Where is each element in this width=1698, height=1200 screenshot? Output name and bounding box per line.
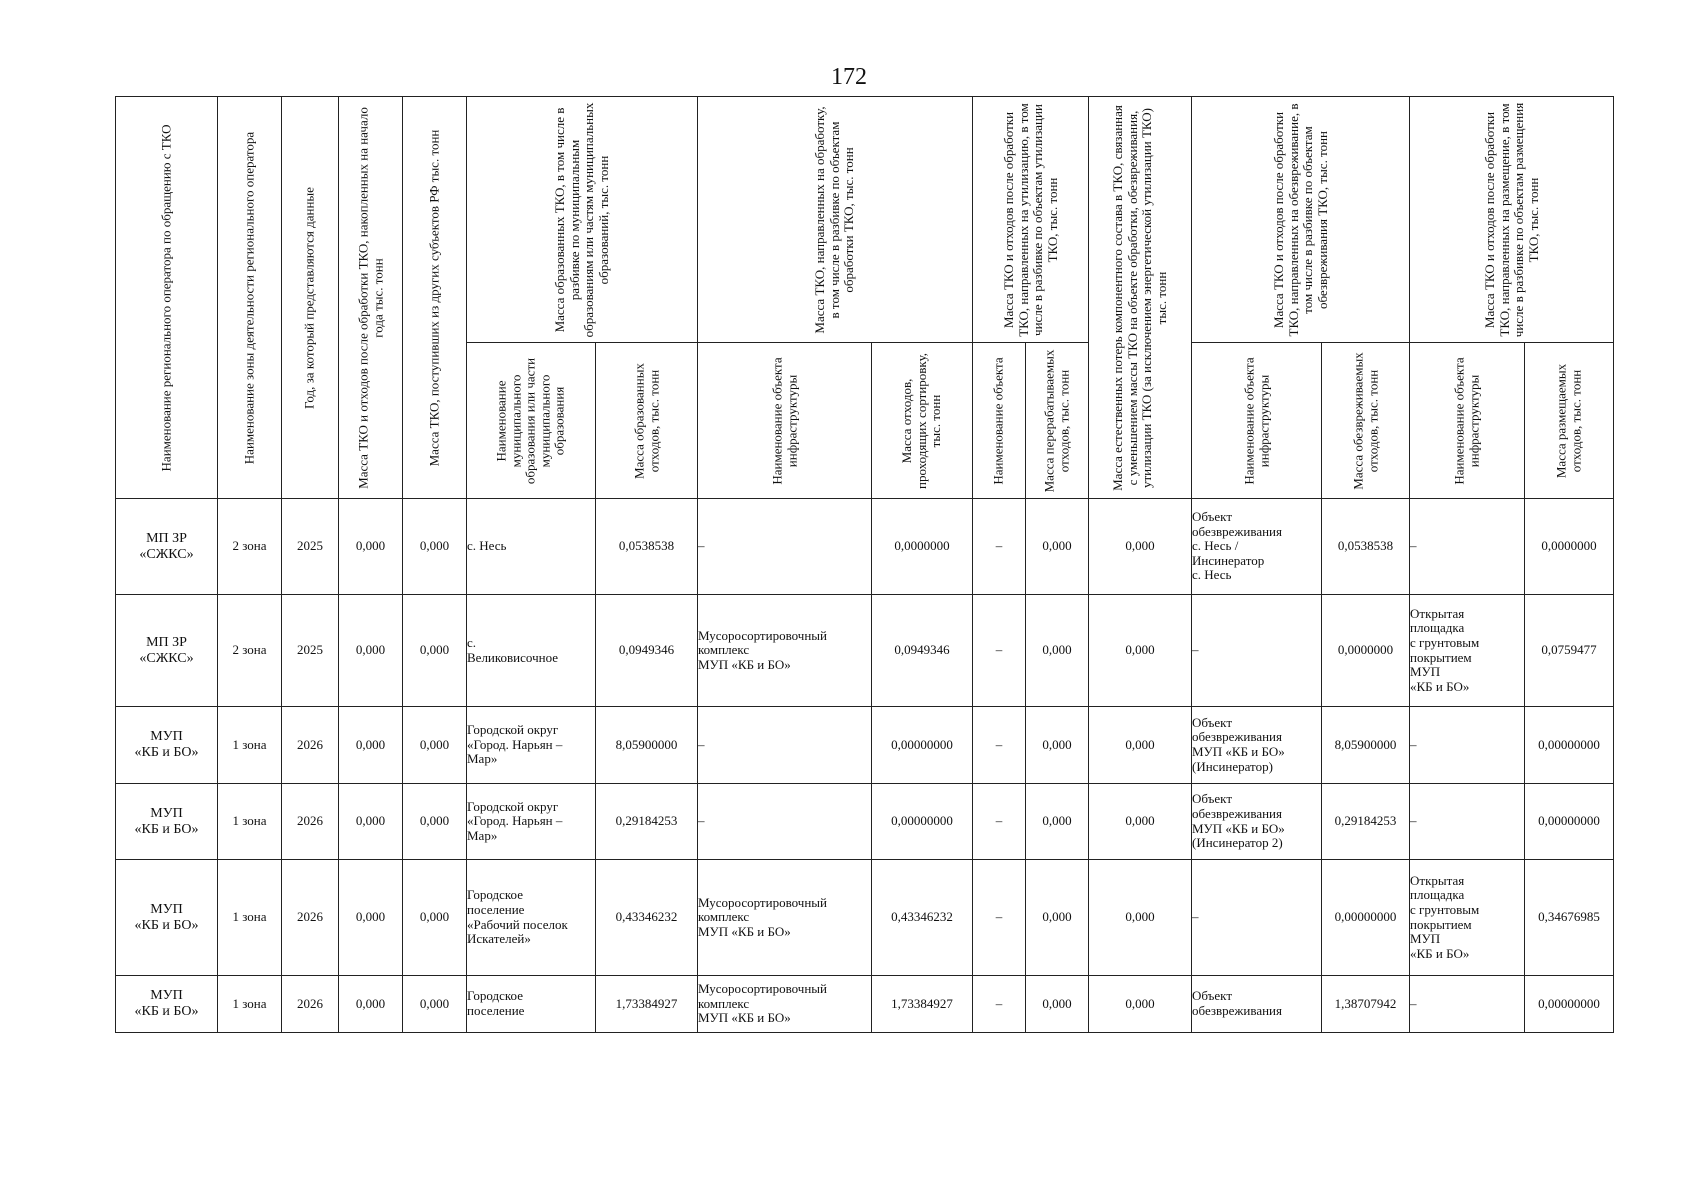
cell-accumulated: 0,000 [339, 784, 403, 860]
header-formed-group: Масса образованных ТКО, в том числе в разбивке по муниципальным образованиям или частям муниципальных образований, тыс. тонн [467, 97, 698, 343]
page-number: 172 [831, 64, 867, 90]
cell-utilization-mass: 0,000 [1026, 707, 1089, 784]
cell-placement-mass: 0,0000000 [1525, 499, 1614, 595]
header-processing-group: Масса ТКО, направленных на обработку, в том числе в разбивке по объектам обработки ТКО, тыс. тонн [698, 97, 973, 343]
table-row [116, 499, 1614, 595]
cell-utilization-mass: 0,000 [1026, 595, 1089, 707]
cell-accumulated: 0,000 [339, 499, 403, 595]
cell-year: 2025 [282, 595, 339, 707]
cell-processing-mass: 1,73384927 [872, 976, 973, 1033]
table-row [116, 595, 1614, 707]
cell-year: 2026 [282, 976, 339, 1033]
table-row [116, 976, 1614, 1033]
cell-zone: 2 зона [218, 595, 282, 707]
cell-processing-mass: 0,00000000 [872, 784, 973, 860]
header-utilization-group: Масса ТКО и отходов после обработки ТКО, направленных на утилизацию, в том числе в разбивке по объектам утилизации ТКО, тыс. тонн [973, 97, 1089, 343]
cell-processing-name: – [698, 707, 872, 784]
cell-formed-mass: 1,73384927 [596, 976, 698, 1033]
header-neutral-name: Наименование объекта инфраструктуры [1192, 343, 1322, 499]
cell-formed-name: Городской округ «Город. Нарьян – Мар» [467, 784, 596, 860]
cell-from-other: 0,000 [403, 860, 467, 976]
cell-placement-name: – [1410, 707, 1525, 784]
cell-placement-mass: 0,0759477 [1525, 595, 1614, 707]
cell-neutral-mass: 0,29184253 [1322, 784, 1410, 860]
cell-zone: 2 зона [218, 499, 282, 595]
cell-from-other: 0,000 [403, 499, 467, 595]
cell-zone: 1 зона [218, 976, 282, 1033]
header-processing-name: Наименование объекта инфраструктуры [698, 343, 872, 499]
cell-placement-mass: 0,00000000 [1525, 707, 1614, 784]
cell-formed-mass: 0,0949346 [596, 595, 698, 707]
cell-year: 2025 [282, 499, 339, 595]
cell-zone: 1 зона [218, 707, 282, 784]
cell-formed-name: Городской округ «Город. Нарьян – Мар» [467, 707, 596, 784]
cell-processing-mass: 0,00000000 [872, 707, 973, 784]
cell-neutral-mass: 8,05900000 [1322, 707, 1410, 784]
cell-utilization-mass: 0,000 [1026, 784, 1089, 860]
cell-operator: МУП «КБ и БО» [116, 707, 218, 784]
cell-processing-name: Мусоросортировочный комплекс МУП «КБ и БО» [698, 976, 872, 1033]
cell-year: 2026 [282, 784, 339, 860]
cell-placement-name: Открытая площадка с грунтовым покрытием МУП «КБ и БО» [1410, 595, 1525, 707]
cell-utilization-mass: 0,000 [1026, 976, 1089, 1033]
cell-utilization-name: – [973, 595, 1026, 707]
header-placement-mass: Масса размещаемых отходов, тыс. тонн [1525, 343, 1614, 499]
cell-placement-name: – [1410, 976, 1525, 1033]
cell-neutral-name: Объект обезвреживания МУП «КБ и БО» (Инсинератор) [1192, 707, 1322, 784]
cell-formed-mass: 0,43346232 [596, 860, 698, 976]
cell-formed-name: Городское поселение [467, 976, 596, 1033]
cell-operator: МУП «КБ и БО» [116, 976, 218, 1033]
cell-formed-name: с. Великовисочное [467, 595, 596, 707]
header-from-other: Масса ТКО, поступивших из других субъектов РФ тыс. тонн [403, 97, 467, 499]
cell-neutral-mass: 0,0000000 [1322, 595, 1410, 707]
header-zone: Наименование зоны деятельности регионального оператора [218, 97, 282, 499]
header-processing-mass: Масса отходов, проходящих сортировку, тыс. тонн [872, 343, 973, 499]
cell-placement-name: – [1410, 784, 1525, 860]
cell-neutral-name: Объект обезвреживания МУП «КБ и БО» (Инсинератор 2) [1192, 784, 1322, 860]
cell-operator: МП ЗР «СЖКС» [116, 595, 218, 707]
cell-accumulated: 0,000 [339, 860, 403, 976]
cell-utilization-name: – [973, 707, 1026, 784]
cell-losses: 0,000 [1089, 499, 1192, 595]
cell-utilization-name: – [973, 784, 1026, 860]
waste-flow-table [115, 96, 1614, 1033]
cell-neutral-mass: 0,0538538 [1322, 499, 1410, 595]
cell-from-other: 0,000 [403, 976, 467, 1033]
cell-from-other: 0,000 [403, 784, 467, 860]
header-utilization-name: Наименование объекта [973, 343, 1026, 499]
cell-from-other: 0,000 [403, 707, 467, 784]
header-utilization-mass: Масса перерабатываемых отходов, тыс. тонн [1026, 343, 1089, 499]
cell-losses: 0,000 [1089, 595, 1192, 707]
cell-formed-mass: 0,0538538 [596, 499, 698, 595]
cell-operator: МУП «КБ и БО» [116, 860, 218, 976]
header-formed-name: Наименование муниципального образования или части муниципального образования [467, 343, 596, 499]
cell-neutral-mass: 0,00000000 [1322, 860, 1410, 976]
cell-losses: 0,000 [1089, 976, 1192, 1033]
cell-utilization-name: – [973, 499, 1026, 595]
cell-processing-name: Мусоросортировочный комплекс МУП «КБ и БО» [698, 860, 872, 976]
header-placement-group: Масса ТКО и отходов после обработки ТКО, направленных на размещение, в том числе в разбивке по объектам размещения ТКО, тыс. тонн [1410, 97, 1614, 343]
header-year: Год, за который представляются данные [282, 97, 339, 499]
cell-formed-mass: 8,05900000 [596, 707, 698, 784]
cell-losses: 0,000 [1089, 784, 1192, 860]
cell-accumulated: 0,000 [339, 707, 403, 784]
cell-processing-name: – [698, 499, 872, 595]
cell-losses: 0,000 [1089, 860, 1192, 976]
table-row [116, 860, 1614, 976]
table-row [116, 784, 1614, 860]
cell-formed-name: Городское поселение «Рабочий поселок Искателей» [467, 860, 596, 976]
cell-operator: МП ЗР «СЖКС» [116, 499, 218, 595]
cell-neutral-name: – [1192, 860, 1322, 976]
cell-utilization-name: – [973, 976, 1026, 1033]
header-neutral-mass: Масса обезвреживаемых отходов, тыс. тонн [1322, 343, 1410, 499]
header-accumulated: Масса ТКО и отходов после обработки ТКО, накопленных на начало года тыс. тонн [339, 97, 403, 499]
cell-processing-mass: 0,43346232 [872, 860, 973, 976]
cell-neutral-name: Объект обезвреживания с. Несь / Инсинератор с. Несь [1192, 499, 1322, 595]
header-placement-name: Наименование объекта инфраструктуры [1410, 343, 1525, 499]
cell-placement-mass: 0,00000000 [1525, 976, 1614, 1033]
cell-neutral-mass: 1,38707942 [1322, 976, 1410, 1033]
cell-year: 2026 [282, 707, 339, 784]
cell-utilization-mass: 0,000 [1026, 860, 1089, 976]
cell-operator: МУП «КБ и БО» [116, 784, 218, 860]
cell-zone: 1 зона [218, 784, 282, 860]
header-formed-mass: Масса образованных отходов, тыс. тонн [596, 343, 698, 499]
header-losses: Масса естественных потерь компонентного состава в ТКО, связанная с уменьшением массы ТКО на объекте обработки, обезвреживания, утилизации ТКО (за исключением энергетической утилизации ТКО) тыс. тонн [1089, 97, 1192, 499]
cell-processing-name: – [698, 784, 872, 860]
cell-neutral-name: – [1192, 595, 1322, 707]
cell-processing-mass: 0,0000000 [872, 499, 973, 595]
cell-accumulated: 0,000 [339, 595, 403, 707]
header-neutral-group: Масса ТКО и отходов после обработки ТКО, направленных на обезвреживание, в том числе в разбивке по объектам обезвреживания ТКО, тыс. тонн [1192, 97, 1410, 343]
cell-losses: 0,000 [1089, 707, 1192, 784]
cell-utilization-name: – [973, 860, 1026, 976]
cell-processing-mass: 0,0949346 [872, 595, 973, 707]
cell-processing-name: Мусоросортировочный комплекс МУП «КБ и БО» [698, 595, 872, 707]
cell-zone: 1 зона [218, 860, 282, 976]
cell-placement-name: – [1410, 499, 1525, 595]
cell-from-other: 0,000 [403, 595, 467, 707]
cell-placement-mass: 0,00000000 [1525, 784, 1614, 860]
header-operator: Наименование регионального оператора по обращению с ТКО [116, 97, 218, 499]
cell-accumulated: 0,000 [339, 976, 403, 1033]
table-row [116, 707, 1614, 784]
cell-placement-mass: 0,34676985 [1525, 860, 1614, 976]
cell-year: 2026 [282, 860, 339, 976]
cell-neutral-name: Объект обезвреживания [1192, 976, 1322, 1033]
cell-formed-name: с. Несь [467, 499, 596, 595]
cell-placement-name: Открытая площадка с грунтовым покрытием МУП «КБ и БО» [1410, 860, 1525, 976]
cell-utilization-mass: 0,000 [1026, 499, 1089, 595]
cell-formed-mass: 0,29184253 [596, 784, 698, 860]
